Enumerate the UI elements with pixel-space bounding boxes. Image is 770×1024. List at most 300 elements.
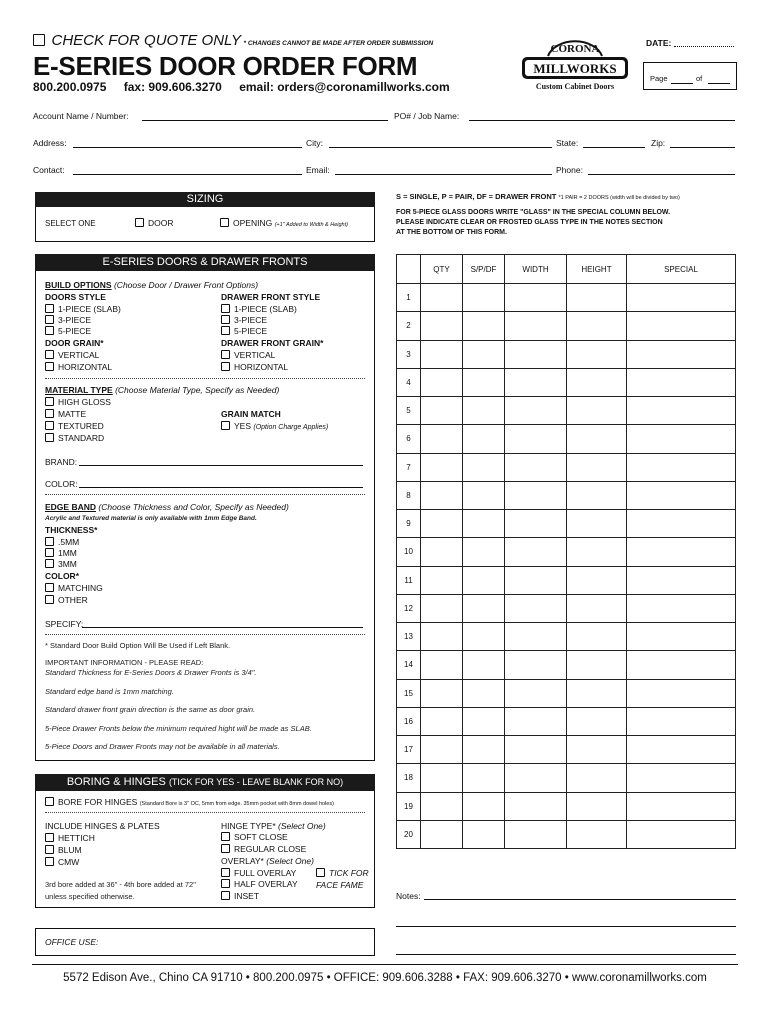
po-field[interactable]	[469, 120, 735, 121]
doors-style-heading: DOORS STYLE	[45, 292, 106, 302]
height-cell[interactable]	[567, 566, 627, 594]
row-number: 12	[397, 594, 421, 622]
drawer-grain-option[interactable]	[221, 362, 288, 372]
checkbox[interactable]	[45, 350, 54, 359]
spdf-cell[interactable]	[463, 820, 505, 848]
option-label: 5-PIECE	[234, 326, 268, 336]
width-cell[interactable]	[505, 792, 567, 820]
sizing-opening-option[interactable]	[220, 218, 348, 228]
legend-spdf: S = SINGLE, P = PAIR, DF = DRAWER FRONT	[396, 192, 557, 201]
phone-field[interactable]	[588, 174, 735, 175]
option-label: 3-PIECE	[234, 315, 268, 325]
width-cell[interactable]	[505, 312, 567, 340]
spdf-cell[interactable]	[463, 453, 505, 481]
qty-cell[interactable]	[421, 284, 463, 312]
spdf-cell[interactable]	[463, 594, 505, 622]
spdf-cell[interactable]	[463, 566, 505, 594]
state-field[interactable]	[583, 147, 645, 148]
width-cell[interactable]	[505, 764, 567, 792]
special-cell[interactable]	[627, 679, 736, 707]
qty-cell[interactable]	[421, 707, 463, 735]
drawer-style-heading: DRAWER FRONT STYLE	[221, 292, 321, 302]
table-row	[397, 538, 736, 566]
legend-line2: FOR 5-PIECE GLASS DOORS WRITE "GLASS" IN THE SPECIAL COLUMN BELOW.	[396, 209, 671, 216]
height-cell[interactable]	[567, 340, 627, 368]
checkbox[interactable]	[221, 326, 230, 335]
overlay-option[interactable]	[221, 879, 298, 889]
spdf-cell[interactable]	[463, 510, 505, 538]
availability-note: 5-Piece Doors and Drawer Fronts may not be available in all materials.	[45, 742, 280, 751]
option-label: STANDARD	[58, 433, 105, 443]
footer-text: 5572 Edison Ave., Chino CA 91710 • 800.200.0975 • OFFICE: 909.606.3288 • FAX: 909.606.3270 • www.coronamillworks.com	[63, 972, 707, 984]
zip-label: Zip:	[651, 138, 666, 148]
form-title: E-SERIES DOOR ORDER FORM	[33, 51, 418, 81]
row-number-header	[397, 255, 421, 284]
face-frame-option[interactable]	[316, 868, 369, 878]
option-label: 1-PIECE (SLAB)	[58, 304, 121, 314]
width-cell[interactable]	[505, 397, 567, 425]
option-label: 1MM	[58, 548, 77, 558]
hinge-type-option[interactable]	[221, 832, 288, 842]
material-option[interactable]	[45, 433, 104, 443]
option-label: 1-PIECE (SLAB)	[234, 304, 297, 314]
height-cell[interactable]	[567, 792, 627, 820]
slab-note: 5-Piece Drawer Fronts below the minimum required hight will be made as SLAB.	[45, 724, 312, 733]
table-row	[397, 820, 736, 848]
legend-line4: AT THE BOTTOM OF THIS FORM.	[396, 229, 507, 236]
edge-band-heading	[45, 502, 289, 512]
overlay-label: OVERLAY*	[221, 856, 264, 866]
hinge-type-heading	[221, 821, 326, 831]
checkbox[interactable]	[45, 595, 54, 604]
phone-number: 800.200.0975	[33, 80, 107, 94]
divider	[45, 378, 365, 379]
special-cell[interactable]	[627, 623, 736, 651]
qty-cell[interactable]	[421, 425, 463, 453]
material-type-label: MATERIAL TYPE	[45, 385, 113, 395]
width-cell[interactable]	[505, 594, 567, 622]
edge-color-option[interactable]	[45, 583, 103, 593]
option-label: VERTICAL	[58, 350, 100, 360]
spdf-cell[interactable]	[463, 425, 505, 453]
door-style-option[interactable]	[45, 326, 91, 336]
qty-cell[interactable]	[421, 340, 463, 368]
height-cell[interactable]	[567, 736, 627, 764]
height-cell[interactable]	[567, 623, 627, 651]
special-cell[interactable]	[627, 538, 736, 566]
width-cell[interactable]	[505, 453, 567, 481]
row-number: 10	[397, 538, 421, 566]
special-cell[interactable]	[627, 312, 736, 340]
checkbox[interactable]	[221, 421, 230, 430]
email-label: Email:	[306, 165, 330, 175]
specify-label: SPECIFY:	[45, 619, 84, 629]
height-cell[interactable]	[567, 368, 627, 396]
qty-cell[interactable]	[421, 481, 463, 509]
material-option[interactable]	[45, 421, 104, 431]
order-email: email: orders@coronamillworks.com	[239, 80, 450, 94]
build-options-label: BUILD OPTIONS	[45, 280, 112, 290]
notes-line[interactable]	[396, 954, 736, 955]
option-label: 5-PIECE	[58, 326, 92, 336]
special-cell[interactable]	[627, 510, 736, 538]
edge-band-hint: (Choose Thickness and Color, Specify as Needed)	[98, 502, 289, 512]
special-cell[interactable]	[627, 453, 736, 481]
table-row	[397, 397, 736, 425]
width-cell[interactable]	[505, 566, 567, 594]
row-number: 5	[397, 397, 421, 425]
spdf-cell[interactable]	[463, 340, 505, 368]
row-number: 15	[397, 679, 421, 707]
checkbox[interactable]	[45, 559, 54, 568]
spdf-cell[interactable]	[463, 623, 505, 651]
qty-cell[interactable]	[421, 736, 463, 764]
color-field[interactable]	[79, 487, 363, 488]
width-cell[interactable]	[505, 623, 567, 651]
spdf-cell[interactable]	[463, 707, 505, 735]
special-cell[interactable]	[627, 820, 736, 848]
checkbox[interactable]	[45, 397, 54, 406]
width-cell[interactable]	[505, 736, 567, 764]
grain-match-note: (Option Charge Applies)	[253, 424, 329, 431]
table-row	[397, 425, 736, 453]
spdf-cell[interactable]	[463, 679, 505, 707]
qty-cell[interactable]	[421, 820, 463, 848]
bore-info-2: unless specified otherwise.	[45, 892, 135, 901]
table-row	[397, 368, 736, 396]
option-label: BLUM	[58, 845, 82, 855]
row-number: 7	[397, 453, 421, 481]
checkbox[interactable]	[45, 833, 54, 842]
row-number: 19	[397, 792, 421, 820]
spdf-cell[interactable]	[463, 284, 505, 312]
include-hinges-heading: INCLUDE HINGES & PLATES	[45, 821, 160, 831]
special-cell[interactable]	[627, 397, 736, 425]
width-cell[interactable]	[505, 284, 567, 312]
thickness-option[interactable]	[45, 559, 77, 569]
grain-match-heading: GRAIN MATCH	[221, 409, 281, 419]
grain-match-option[interactable]	[221, 421, 328, 431]
height-cell[interactable]	[567, 651, 627, 679]
option-label: MATTE	[58, 409, 87, 419]
door-grain-option[interactable]	[45, 350, 99, 360]
material-option[interactable]	[45, 397, 111, 407]
checkbox[interactable]	[45, 315, 54, 324]
table-row	[397, 736, 736, 764]
qty-cell[interactable]	[421, 397, 463, 425]
page-of-label: of	[696, 74, 703, 83]
special-cell[interactable]	[627, 707, 736, 735]
drawer-grain-option[interactable]	[221, 350, 275, 360]
width-cell[interactable]	[505, 481, 567, 509]
height-cell[interactable]	[567, 312, 627, 340]
specify-field[interactable]	[82, 627, 363, 628]
height-cell[interactable]	[567, 820, 627, 848]
option-label: INSET	[234, 891, 260, 901]
width-cell[interactable]	[505, 510, 567, 538]
width-cell[interactable]	[505, 340, 567, 368]
edge-band-std-note: Standard edge band is 1mm matching.	[45, 687, 174, 696]
checkbox[interactable]	[221, 350, 230, 359]
quote-only-note: * CHANGES CANNOT BE MADE AFTER ORDER SUBMISSION	[243, 40, 434, 47]
qty-cell[interactable]	[421, 792, 463, 820]
special-cell[interactable]	[627, 594, 736, 622]
contact-label: Contact:	[33, 165, 65, 175]
spdf-cell[interactable]	[463, 764, 505, 792]
date-label: DATE:	[646, 38, 672, 48]
row-number: 9	[397, 510, 421, 538]
material-type-heading	[45, 385, 279, 395]
height-cell[interactable]	[567, 510, 627, 538]
checkbox[interactable]	[221, 832, 230, 841]
select-one-note: (Select One)	[266, 856, 314, 866]
thickness-option[interactable]	[45, 548, 77, 558]
grain-direction-note: Standard drawer front grain direction is the same as door grain.	[45, 705, 256, 714]
important-info-heading: IMPORTANT INFORMATION - PLEASE READ:	[45, 658, 204, 667]
notes-line[interactable]	[396, 926, 736, 927]
height-cell[interactable]	[567, 594, 627, 622]
special-cell[interactable]	[627, 481, 736, 509]
height-cell[interactable]	[567, 397, 627, 425]
zip-field[interactable]	[670, 147, 735, 148]
legend-pair-note: *1 PAIR = 2 DOORS (width will be divided by two)	[558, 195, 680, 201]
door-style-option[interactable]	[45, 304, 121, 314]
boring-title-note: (TICK FOR YES - LEAVE BLANK FOR NO)	[168, 777, 344, 787]
special-cell[interactable]	[627, 764, 736, 792]
po-label: PO# / Job Name:	[394, 111, 460, 121]
bore-note: (Standard Bore is 3" OC, 5mm from edge. 35mm pocket with 8mm dowel holes)	[139, 801, 334, 807]
boring-title-bar	[35, 774, 375, 791]
phone-label: Phone:	[556, 165, 583, 175]
divider	[45, 812, 365, 813]
eseries-title: E-SERIES DOORS & DRAWER FRONTS	[35, 254, 375, 271]
spdf-cell[interactable]	[463, 538, 505, 566]
overlay-option[interactable]	[221, 868, 296, 878]
table-row	[397, 340, 736, 368]
row-number: 3	[397, 340, 421, 368]
row-number: 8	[397, 481, 421, 509]
standard-build-note: * Standard Door Build Option Will Be Used if Left Blank.	[45, 641, 231, 650]
door-grain-heading: DOOR GRAIN*	[45, 338, 104, 348]
special-cell[interactable]	[627, 425, 736, 453]
page-total-field[interactable]	[708, 83, 730, 84]
checkbox[interactable]	[45, 548, 54, 557]
opening-checkbox[interactable]	[220, 218, 229, 227]
special-cell[interactable]	[627, 566, 736, 594]
notes-line[interactable]	[424, 899, 736, 900]
checkbox[interactable]	[45, 845, 54, 854]
table-row	[397, 481, 736, 509]
fax-number: fax: 909.606.3270	[123, 80, 222, 94]
brand-field[interactable]	[79, 465, 363, 466]
table-row	[397, 566, 736, 594]
table-row	[397, 651, 736, 679]
width-cell[interactable]	[505, 651, 567, 679]
hinge-type-option[interactable]	[221, 844, 306, 854]
row-number: 6	[397, 425, 421, 453]
checkbox[interactable]	[221, 879, 230, 888]
row-number: 11	[397, 566, 421, 594]
spdf-cell[interactable]	[463, 312, 505, 340]
row-number: 20	[397, 820, 421, 848]
qty-cell[interactable]	[421, 764, 463, 792]
sizing-title: SIZING	[35, 192, 375, 207]
spdf-cell[interactable]	[463, 481, 505, 509]
hinge-type-label: HINGE TYPE*	[221, 821, 276, 831]
spdf-header: S/P/DF	[463, 255, 505, 284]
checkbox[interactable]	[45, 537, 54, 546]
door-style-option[interactable]	[45, 315, 91, 325]
checkbox[interactable]	[221, 315, 230, 324]
qty-cell[interactable]	[421, 651, 463, 679]
hinge-brand-option[interactable]	[45, 845, 82, 855]
qty-cell[interactable]	[421, 312, 463, 340]
material-option[interactable]	[45, 409, 86, 419]
qty-cell[interactable]	[421, 510, 463, 538]
logo-main-text: MILLWORKS	[533, 61, 617, 76]
option-label: HORIZONTAL	[234, 362, 289, 372]
special-cell[interactable]	[627, 340, 736, 368]
bore-info-1: 3rd bore added at 36" - 4th bore added at 72"	[45, 880, 196, 889]
logo-sub-text: Custom Cabinet Doors	[535, 82, 615, 91]
spdf-cell[interactable]	[463, 792, 505, 820]
height-cell[interactable]	[567, 453, 627, 481]
width-cell[interactable]	[505, 820, 567, 848]
width-cell[interactable]	[505, 707, 567, 735]
legend-line1	[396, 192, 680, 201]
height-cell[interactable]	[567, 764, 627, 792]
checkbox[interactable]	[45, 304, 54, 313]
option-label: .5MM	[58, 537, 80, 547]
option-label: SOFT CLOSE	[234, 832, 288, 842]
quote-only-checkbox[interactable]	[33, 34, 45, 46]
hinge-brand-option[interactable]	[45, 833, 95, 843]
row-number: 16	[397, 707, 421, 735]
checkbox[interactable]	[45, 857, 54, 866]
option-label: BORE FOR HINGES	[58, 797, 138, 807]
face-frame-label-2: FACE FAME	[316, 880, 364, 890]
account-field[interactable]	[142, 120, 388, 121]
width-cell[interactable]	[505, 679, 567, 707]
qty-cell[interactable]	[421, 453, 463, 481]
edge-band-label: EDGE BAND	[45, 502, 97, 512]
width-cell[interactable]	[505, 368, 567, 396]
logo-top-text: CORONA	[550, 43, 600, 55]
option-label: HIGH GLOSS	[58, 397, 111, 407]
option-label: VERTICAL	[234, 350, 276, 360]
drawer-style-option[interactable]	[221, 315, 267, 325]
height-cell[interactable]	[567, 481, 627, 509]
row-number: 17	[397, 736, 421, 764]
width-cell[interactable]	[505, 425, 567, 453]
checkbox[interactable]	[45, 362, 54, 371]
row-number: 4	[397, 368, 421, 396]
thickness-option[interactable]	[45, 537, 79, 547]
qty-cell[interactable]	[421, 368, 463, 396]
overlay-option[interactable]	[221, 891, 259, 901]
spdf-cell[interactable]	[463, 397, 505, 425]
edge-color-option[interactable]	[45, 595, 88, 605]
table-row	[397, 792, 736, 820]
option-label: FULL OVERLAY	[234, 868, 297, 878]
address-label: Address:	[33, 138, 67, 148]
door-grain-option[interactable]	[45, 362, 112, 372]
row-number: 1	[397, 284, 421, 312]
spdf-cell[interactable]	[463, 736, 505, 764]
row-number: 2	[397, 312, 421, 340]
special-cell[interactable]	[627, 284, 736, 312]
sizing-door-option[interactable]	[135, 218, 174, 228]
door-checkbox[interactable]	[135, 218, 144, 227]
office-use-label: OFFICE USE:	[45, 937, 99, 947]
height-cell[interactable]	[567, 538, 627, 566]
spdf-cell[interactable]	[463, 651, 505, 679]
height-cell[interactable]	[567, 679, 627, 707]
address-field[interactable]	[73, 147, 302, 148]
height-cell[interactable]	[567, 707, 627, 735]
checkbox[interactable]	[221, 362, 230, 371]
height-cell[interactable]	[567, 284, 627, 312]
page-number-field[interactable]	[671, 83, 693, 84]
special-cell[interactable]	[627, 368, 736, 396]
checkbox[interactable]	[221, 891, 230, 900]
checkbox[interactable]	[45, 797, 54, 806]
quote-only-label: CHECK FOR QUOTE ONLY	[51, 32, 241, 49]
checkbox[interactable]	[45, 421, 54, 430]
width-cell[interactable]	[505, 538, 567, 566]
drawer-style-option[interactable]	[221, 326, 267, 336]
order-table-body	[397, 284, 736, 849]
table-header-row	[397, 255, 736, 284]
checkbox[interactable]	[45, 326, 54, 335]
special-cell[interactable]	[627, 792, 736, 820]
checkbox[interactable]	[45, 433, 54, 442]
qty-cell[interactable]	[421, 623, 463, 651]
table-row	[397, 679, 736, 707]
contact-field[interactable]	[73, 174, 302, 175]
qty-cell[interactable]	[421, 679, 463, 707]
option-label: HALF OVERLAY	[234, 879, 298, 889]
hinge-brand-option[interactable]	[45, 857, 79, 867]
option-label: MATCHING	[58, 583, 103, 593]
option-label: 3-PIECE	[58, 315, 92, 325]
opening-label: OPENING	[233, 218, 273, 228]
qty-cell[interactable]	[421, 538, 463, 566]
special-cell[interactable]	[627, 651, 736, 679]
drawer-style-option[interactable]	[221, 304, 297, 314]
checkbox[interactable]	[221, 844, 230, 853]
checkbox[interactable]	[45, 409, 54, 418]
thickness-note: Standard Thickness for E-Series Doors & Drawer Fronts is 3/4".	[45, 668, 257, 677]
email-field[interactable]	[335, 174, 552, 175]
overlay-heading	[221, 856, 314, 866]
table-row	[397, 707, 736, 735]
city-field[interactable]	[329, 147, 552, 148]
date-field[interactable]	[674, 46, 734, 47]
checkbox[interactable]	[221, 868, 230, 877]
qty-cell[interactable]	[421, 594, 463, 622]
spdf-cell[interactable]	[463, 368, 505, 396]
bore-for-hinges-option[interactable]	[45, 797, 334, 807]
checkbox[interactable]	[316, 868, 325, 877]
special-cell[interactable]	[627, 736, 736, 764]
checkbox[interactable]	[221, 304, 230, 313]
qty-cell[interactable]	[421, 566, 463, 594]
select-one-note: (Select One)	[278, 821, 326, 831]
row-number: 13	[397, 623, 421, 651]
checkbox[interactable]	[45, 583, 54, 592]
height-cell[interactable]	[567, 425, 627, 453]
